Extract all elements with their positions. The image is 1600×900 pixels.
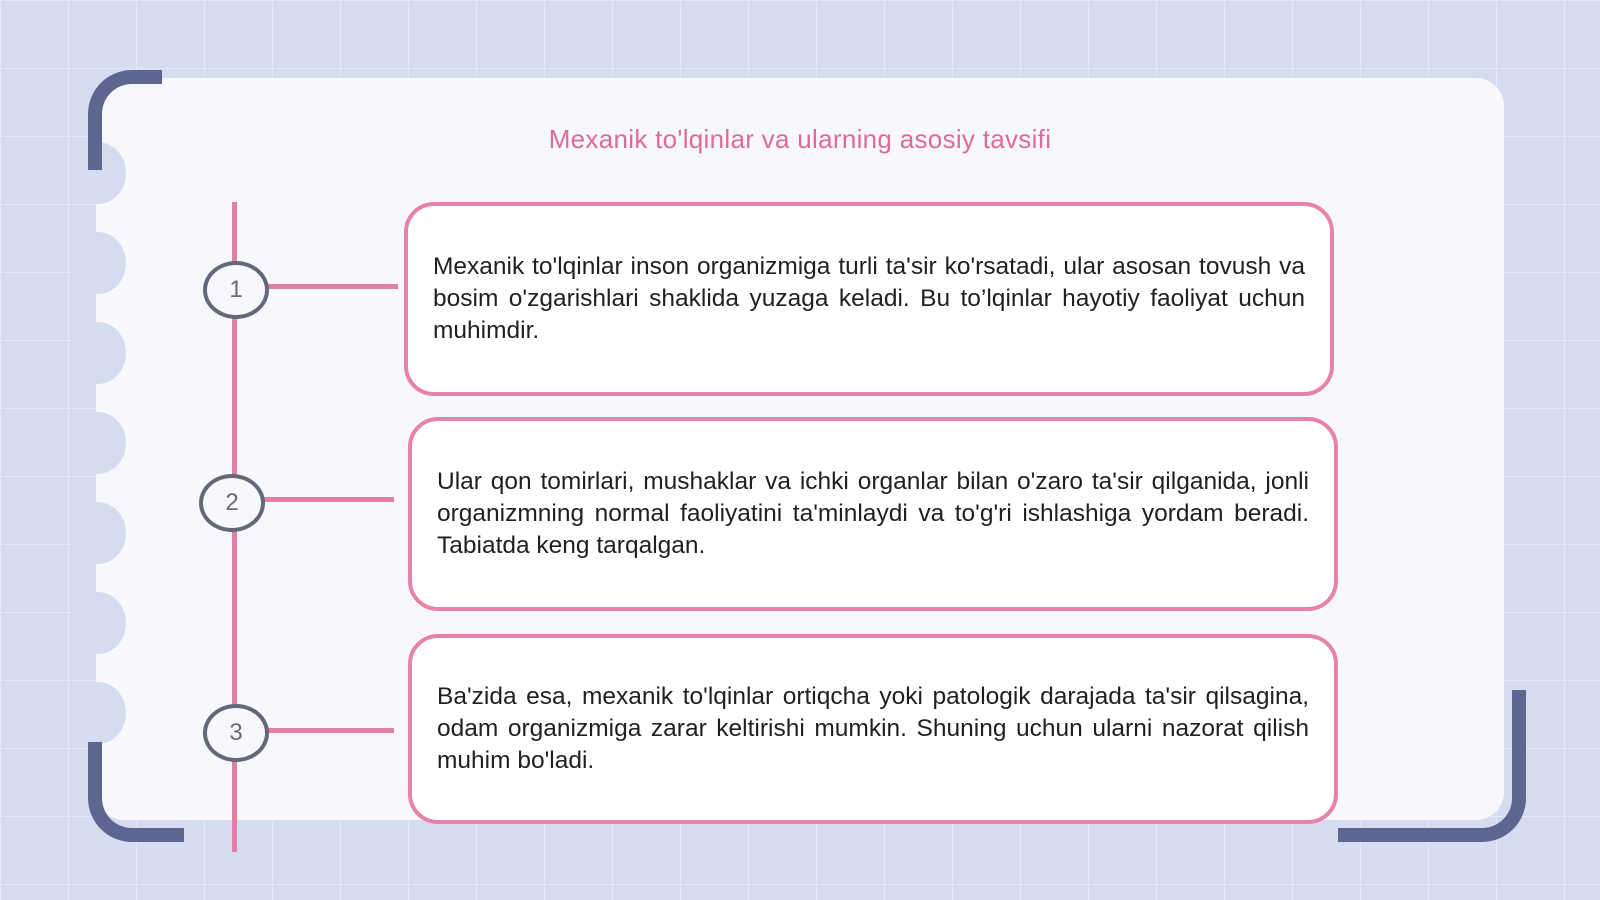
scallop-edge bbox=[70, 232, 126, 294]
step-text: Ba'zida esa, mexanik to'lqinlar ortiqcha yoki patologik darajada ta'sir qilsagina, odam organizmiga zarar keltirishi mumkin. Shuning uchun ularni nazorat qilish muhim bo'ladi. bbox=[437, 683, 1309, 774]
scallop-edge bbox=[70, 502, 126, 564]
step-text: Mexanik to'lqinlar inson organizmiga turli ta'sir ko'rsatadi, ular asosan tovush va bosim o'zgarishlari shaklida yuzaga keladi. Bu to’lqinlar hayotiy faoliyat uchun muhimdir. bbox=[433, 253, 1305, 344]
step-number-badge: 1 bbox=[203, 261, 269, 319]
corner-bracket-top-left bbox=[88, 70, 162, 170]
corner-bracket-bottom-right bbox=[1338, 690, 1526, 842]
step-connector bbox=[260, 497, 394, 502]
corner-bracket-bottom-left bbox=[88, 742, 184, 842]
step-text-box bbox=[408, 417, 1338, 611]
slide-title: Mexanik to'lqinlar va ularning asosiy tavsifi bbox=[548, 124, 1052, 154]
scallop-edge bbox=[70, 682, 126, 744]
step-text-box bbox=[408, 634, 1338, 824]
step-number-badge: 3 bbox=[203, 704, 269, 762]
scallop-edge bbox=[70, 592, 126, 654]
step-connector bbox=[264, 284, 398, 289]
step-text-box bbox=[404, 202, 1334, 396]
scallop-edge bbox=[70, 412, 126, 474]
step-text: Ular qon tomirlari, mushaklar va ichki organlar bilan o'zaro ta'sir qilganida, jonli organizmning normal faoliyatini ta'minlaydi va to'g'ri ishlashiga yordam beradi. Tabiatda keng tarqalgan. bbox=[437, 468, 1309, 559]
scallop-edge bbox=[70, 322, 126, 384]
step-connector bbox=[264, 728, 394, 733]
step-number-badge: 2 bbox=[199, 474, 265, 532]
